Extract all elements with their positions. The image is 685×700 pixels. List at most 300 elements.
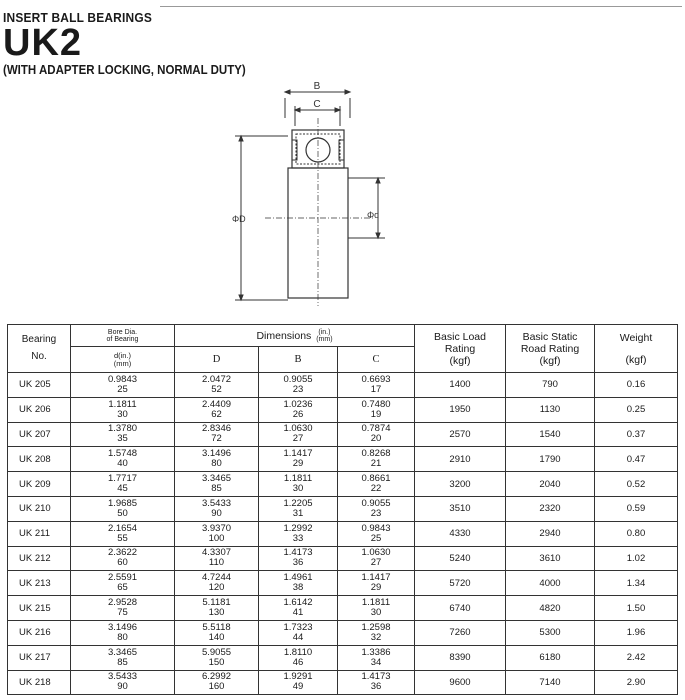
width-b-cell [259, 422, 338, 447]
bore-mm: 90 [117, 681, 128, 693]
bearing-no-cell: UK 211 [8, 521, 71, 546]
outer-diameter-value-pair [175, 648, 258, 668]
width-c-value-pair [338, 375, 414, 395]
outer-diameter-value-pair [175, 424, 258, 444]
weight-cell: 1.96 [595, 620, 678, 645]
width-c-inch: 0.7480 [361, 398, 391, 410]
bearing-no-cell: UK 218 [8, 670, 71, 695]
col-header-c: C [338, 347, 415, 373]
table-row [8, 496, 678, 521]
load-rating-cell: 3510 [415, 496, 506, 521]
outer-diameter-cell [175, 472, 259, 497]
outer-diameter-cell [175, 596, 259, 621]
outer-diameter-mm: 85 [211, 483, 222, 495]
width-b-cell [259, 620, 338, 645]
width-b-mm: 30 [292, 483, 304, 495]
width-c-inch: 1.4173 [361, 671, 391, 683]
bore-inch: 1.5748 [107, 448, 138, 460]
bore-mm: 85 [117, 656, 128, 668]
outer-diameter-value-pair [175, 499, 258, 519]
width-b-mm: 23 [292, 383, 304, 395]
bore-value-pair [71, 474, 174, 494]
bore-mm: 50 [117, 507, 128, 519]
load-rating-cell: 7260 [415, 620, 506, 645]
outer-diameter-cell [175, 546, 259, 571]
width-c-cell [338, 373, 415, 398]
width-c-cell [338, 397, 415, 422]
width-b-mm: 26 [292, 408, 304, 420]
bore-inch: 2.5591 [107, 572, 138, 584]
bore-cell [71, 571, 175, 596]
load-rating-cell: 4330 [415, 521, 506, 546]
static-rating-cell: 1540 [506, 422, 595, 447]
weight-cell: 2.42 [595, 645, 678, 670]
width-c-inch: 0.9055 [361, 497, 391, 509]
width-b-value-pair [259, 648, 337, 668]
width-b-mm: 49 [292, 681, 304, 693]
bore-value-pair [71, 548, 174, 568]
weight-header-unit: (kgf) [625, 353, 647, 366]
bearing-no-cell: UK 213 [8, 571, 71, 596]
width-c-cell [338, 596, 415, 621]
bore-cell [71, 422, 175, 447]
bore-inch: 1.9685 [107, 497, 138, 509]
width-c-value-pair [338, 573, 414, 593]
width-c-inch: 1.2598 [361, 621, 391, 633]
width-b-inch: 1.8110 [283, 646, 313, 658]
bore-inch: 3.1496 [107, 621, 138, 633]
bore-value-pair [71, 524, 174, 544]
top-rule [160, 6, 682, 7]
width-b-mm: 44 [292, 631, 304, 643]
width-b-inch: 1.6142 [283, 597, 313, 609]
static-header-line1: Basic Static [522, 330, 578, 343]
width-b-mm: 36 [292, 557, 304, 569]
width-b-cell [259, 496, 338, 521]
width-c-cell [338, 447, 415, 472]
outer-diameter-mm: 110 [208, 557, 225, 569]
width-c-inch: 0.6693 [361, 373, 391, 385]
bore-cell [71, 472, 175, 497]
width-c-value-pair [338, 474, 414, 494]
outer-diameter-cell [175, 571, 259, 596]
outer-diameter-mm: 100 [208, 532, 225, 544]
width-c-value-pair [338, 672, 414, 692]
dim-label-c: C [313, 99, 321, 110]
outer-diameter-inch: 2.0472 [201, 373, 232, 385]
table-row [8, 521, 678, 546]
width-b-mm: 41 [292, 607, 304, 619]
outer-diameter-value-pair [175, 375, 258, 395]
bore-unit-mm: (mm) [113, 358, 132, 368]
width-b-cell [259, 447, 338, 472]
bearing-no-cell: UK 207 [8, 422, 71, 447]
table-row [8, 472, 678, 497]
outer-diameter-mm: 120 [208, 582, 225, 594]
outer-diameter-value-pair [175, 672, 258, 692]
width-b-mm: 27 [292, 433, 304, 445]
weight-cell: 0.80 [595, 521, 678, 546]
load-rating-cell: 2570 [415, 422, 506, 447]
bore-mm: 65 [117, 582, 128, 594]
width-c-cell [338, 670, 415, 695]
load-rating-cell: 5720 [415, 571, 506, 596]
outer-diameter-inch: 6.2992 [201, 671, 232, 683]
col-header-load [415, 325, 506, 373]
width-b-cell [259, 397, 338, 422]
bore-value-pair [71, 623, 174, 643]
width-b-inch: 1.4961 [283, 572, 313, 584]
static-rating-cell: 3610 [506, 546, 595, 571]
outer-diameter-inch: 4.3307 [201, 547, 232, 559]
width-c-mm: 27 [370, 557, 382, 569]
static-rating-cell: 7140 [506, 670, 595, 695]
bore-value-pair [71, 499, 174, 519]
static-rating-cell: 4000 [506, 571, 595, 596]
weight-cell: 0.59 [595, 496, 678, 521]
width-c-mm: 32 [370, 631, 382, 643]
static-rating-cell: 2320 [506, 496, 595, 521]
bore-mm: 55 [117, 532, 128, 544]
width-c-mm: 22 [370, 483, 382, 495]
load-rating-cell: 8390 [415, 645, 506, 670]
bore-cell [71, 596, 175, 621]
series-title: INSERT BALL BEARINGS [3, 10, 152, 25]
bore-cell [71, 546, 175, 571]
outer-diameter-cell [175, 373, 259, 398]
outer-diameter-mm: 52 [211, 383, 222, 395]
dimensions-header-label: Dimensions [256, 329, 312, 342]
width-b-cell [259, 571, 338, 596]
table-row [8, 620, 678, 645]
bore-mm: 25 [117, 383, 128, 395]
width-c-mm: 23 [370, 507, 382, 519]
width-b-inch: 1.1417 [283, 448, 313, 460]
width-c-value-pair [338, 548, 414, 568]
width-c-value-pair [338, 499, 414, 519]
bore-mm: 40 [117, 458, 128, 470]
width-b-value-pair [259, 573, 337, 593]
outer-diameter-inch: 5.5118 [202, 621, 231, 633]
col-header-bore [71, 325, 175, 347]
bore-value-pair [71, 573, 174, 593]
width-b-inch: 1.7323 [283, 621, 313, 633]
bore-value-pair [71, 648, 174, 668]
width-b-value-pair [259, 524, 337, 544]
outer-diameter-mm: 160 [208, 681, 225, 693]
outer-diameter-mm: 62 [211, 408, 222, 420]
bore-header-line2: of Bearing [106, 335, 139, 343]
table-row [8, 373, 678, 398]
width-c-inch: 1.3386 [361, 646, 391, 658]
width-c-value-pair [338, 623, 414, 643]
static-rating-cell: 5300 [506, 620, 595, 645]
col-header-bore-unit [71, 347, 175, 373]
outer-diameter-value-pair [175, 548, 258, 568]
load-header-line2: Rating [444, 342, 476, 355]
table-row [8, 645, 678, 670]
bore-cell [71, 670, 175, 695]
width-b-mm: 46 [292, 656, 304, 668]
width-b-cell [259, 596, 338, 621]
bearing-drawing [225, 78, 405, 310]
outer-diameter-value-pair [175, 474, 258, 494]
width-b-mm: 33 [292, 532, 304, 544]
outer-diameter-value-pair [175, 449, 258, 469]
outer-diameter-cell [175, 422, 259, 447]
static-rating-cell: 1790 [506, 447, 595, 472]
bore-inch: 3.3465 [107, 646, 138, 658]
bore-mm: 75 [117, 607, 128, 619]
load-rating-cell: 9600 [415, 670, 506, 695]
col-header-static [506, 325, 595, 373]
width-c-cell [338, 620, 415, 645]
width-b-cell [259, 373, 338, 398]
bearing-no-cell: UK 206 [8, 397, 71, 422]
load-rating-cell: 6740 [415, 596, 506, 621]
col-header-weight [595, 325, 678, 373]
table-row [8, 596, 678, 621]
model-title: UK2 [3, 22, 83, 64]
static-rating-cell: 6180 [506, 645, 595, 670]
bore-inch: 0.9843 [107, 373, 138, 385]
bore-cell [71, 496, 175, 521]
load-rating-cell: 1400 [415, 373, 506, 398]
table-row [8, 571, 678, 596]
width-c-inch: 0.9843 [361, 522, 391, 534]
col-header-bearing [8, 325, 71, 373]
width-c-cell [338, 472, 415, 497]
outer-diameter-inch: 3.3465 [201, 473, 232, 485]
weight-cell: 0.47 [595, 447, 678, 472]
col-header-d-outer: D [175, 347, 259, 373]
outer-diameter-cell [175, 620, 259, 645]
bearing-no-cell: UK 210 [8, 496, 71, 521]
width-c-inch: 1.1811 [361, 597, 391, 609]
width-c-cell [338, 571, 415, 596]
width-c-value-pair [338, 598, 414, 618]
bore-inch: 2.9528 [107, 597, 138, 609]
bore-cell [71, 645, 175, 670]
width-b-value-pair [259, 400, 337, 420]
weight-header-label: Weight [619, 331, 653, 344]
bore-value-pair [71, 598, 174, 618]
bore-inch: 1.1811 [108, 398, 137, 410]
width-b-mm: 31 [292, 507, 304, 519]
outer-diameter-cell [175, 397, 259, 422]
width-b-value-pair [259, 499, 337, 519]
bore-value-pair [71, 400, 174, 420]
outer-diameter-inch: 3.1496 [201, 448, 232, 460]
weight-cell: 0.52 [595, 472, 678, 497]
width-b-value-pair [259, 375, 337, 395]
outer-diameter-cell [175, 521, 259, 546]
load-header-unit: (kgf) [449, 354, 471, 367]
outer-diameter-inch: 4.7244 [201, 572, 232, 584]
dim-label-bore-d: Φd [367, 210, 380, 220]
bore-mm: 35 [117, 433, 128, 445]
outer-diameter-mm: 130 [208, 607, 225, 619]
weight-cell: 1.02 [595, 546, 678, 571]
width-c-mm: 30 [370, 607, 382, 619]
bore-unit-in: d(in.) [113, 350, 132, 360]
outer-diameter-mm: 80 [211, 458, 222, 470]
outer-diameter-mm: 72 [211, 433, 222, 445]
static-rating-cell: 1130 [506, 397, 595, 422]
table-row [8, 546, 678, 571]
dim-unit-in: (in.) [318, 328, 331, 336]
width-c-mm: 29 [370, 582, 382, 594]
outer-diameter-inch: 5.9055 [201, 646, 232, 658]
load-rating-cell: 3200 [415, 472, 506, 497]
dim-unit-mm: (mm) [316, 335, 333, 343]
dim-label-b: B [313, 81, 321, 92]
width-c-value-pair [338, 449, 414, 469]
dim-label-outer-d: ΦD [232, 214, 246, 224]
outer-diameter-mm: 90 [211, 507, 222, 519]
width-b-inch: 1.0236 [283, 398, 313, 410]
load-rating-cell: 5240 [415, 546, 506, 571]
width-c-mm: 20 [370, 433, 382, 445]
width-b-value-pair [259, 424, 337, 444]
weight-cell: 0.16 [595, 373, 678, 398]
outer-diameter-value-pair [175, 598, 258, 618]
bore-value-pair [71, 672, 174, 692]
bore-value-pair [71, 449, 174, 469]
weight-cell: 0.37 [595, 422, 678, 447]
bore-value-pair [71, 375, 174, 395]
width-b-inch: 1.2205 [283, 497, 313, 509]
weight-cell: 2.90 [595, 670, 678, 695]
outer-diameter-mm: 140 [208, 631, 225, 643]
width-b-inch: 0.9055 [283, 373, 313, 385]
weight-cell: 1.50 [595, 596, 678, 621]
outer-diameter-mm: 150 [208, 656, 225, 668]
static-header-unit: (kgf) [539, 354, 561, 367]
width-b-mm: 38 [292, 582, 304, 594]
bore-mm: 30 [117, 408, 128, 420]
static-rating-cell: 790 [506, 373, 595, 398]
width-b-cell [259, 472, 338, 497]
width-c-cell [338, 521, 415, 546]
width-c-inch: 0.8661 [361, 473, 391, 485]
catalog-header [3, 10, 683, 77]
width-b-cell [259, 546, 338, 571]
width-c-mm: 21 [370, 458, 382, 470]
outer-diameter-inch: 3.9370 [201, 522, 232, 534]
bore-inch: 1.3780 [107, 423, 138, 435]
bore-inch: 3.5433 [107, 671, 138, 683]
width-b-value-pair [259, 672, 337, 692]
bore-cell [71, 397, 175, 422]
bore-header-line1: Bore Dia. [107, 328, 138, 336]
weight-cell: 0.25 [595, 397, 678, 422]
bore-cell [71, 447, 175, 472]
width-c-inch: 1.1417 [361, 572, 391, 584]
width-c-cell [338, 645, 415, 670]
no-header-label: No. [31, 350, 47, 362]
width-c-cell [338, 546, 415, 571]
static-rating-cell: 2940 [506, 521, 595, 546]
bearing-no-cell: UK 215 [8, 596, 71, 621]
weight-cell: 1.34 [595, 571, 678, 596]
width-b-mm: 29 [292, 458, 304, 470]
bore-cell [71, 373, 175, 398]
width-b-value-pair [259, 548, 337, 568]
bore-value-pair [71, 424, 174, 444]
table-row [8, 422, 678, 447]
width-c-mm: 34 [370, 656, 382, 668]
width-b-cell [259, 521, 338, 546]
width-b-cell [259, 670, 338, 695]
bore-cell [71, 521, 175, 546]
model-subtitle: (WITH ADAPTER LOCKING, NORMAL DUTY) [3, 63, 246, 77]
spec-table-body [8, 373, 678, 695]
width-b-value-pair [259, 474, 337, 494]
width-c-mm: 25 [370, 532, 382, 544]
bearing-no-cell: UK 208 [8, 447, 71, 472]
static-header-line2: Road Rating [520, 342, 580, 355]
outer-diameter-value-pair [175, 524, 258, 544]
width-c-value-pair [338, 400, 414, 420]
width-b-inch: 1.2992 [283, 522, 313, 534]
width-c-mm: 36 [370, 681, 382, 693]
load-rating-cell: 1950 [415, 397, 506, 422]
width-c-inch: 1.0630 [361, 547, 391, 559]
bore-cell [71, 620, 175, 645]
table-row [8, 447, 678, 472]
width-b-inch: 1.4173 [283, 547, 313, 559]
bore-inch: 2.3622 [107, 547, 138, 559]
bearing-no-cell: UK 216 [8, 620, 71, 645]
outer-diameter-cell [175, 447, 259, 472]
static-rating-cell: 4820 [506, 596, 595, 621]
load-header-line1: Basic Load [434, 330, 486, 343]
width-c-mm: 17 [370, 383, 382, 395]
outer-diameter-inch: 3.5433 [201, 497, 232, 509]
bearing-header-label: Bearing [21, 333, 57, 345]
static-rating-cell: 2040 [506, 472, 595, 497]
outer-diameter-value-pair [175, 400, 258, 420]
width-c-mm: 19 [370, 408, 382, 420]
bearing-no-cell: UK 205 [8, 373, 71, 398]
outer-diameter-value-pair [175, 623, 258, 643]
width-c-cell [338, 496, 415, 521]
outer-diameter-cell [175, 645, 259, 670]
width-c-value-pair [338, 524, 414, 544]
outer-diameter-cell [175, 670, 259, 695]
bore-mm: 45 [117, 483, 128, 495]
bore-inch: 1.7717 [107, 473, 138, 485]
bearing-no-cell: UK 209 [8, 472, 71, 497]
table-row [8, 397, 678, 422]
bore-mm: 60 [117, 557, 128, 569]
outer-diameter-cell [175, 496, 259, 521]
bearing-no-cell: UK 217 [8, 645, 71, 670]
width-c-value-pair [338, 648, 414, 668]
spec-table [7, 324, 678, 695]
width-b-cell [259, 645, 338, 670]
width-b-value-pair [259, 623, 337, 643]
bearing-no-cell: UK 212 [8, 546, 71, 571]
width-b-inch: 1.1811 [283, 473, 313, 485]
bore-inch: 2.1654 [107, 522, 138, 534]
width-b-inch: 1.9291 [283, 671, 313, 683]
outer-diameter-value-pair [175, 573, 258, 593]
col-header-b: B [259, 347, 338, 373]
table-row [8, 670, 678, 695]
outer-diameter-inch: 2.8346 [201, 423, 232, 435]
